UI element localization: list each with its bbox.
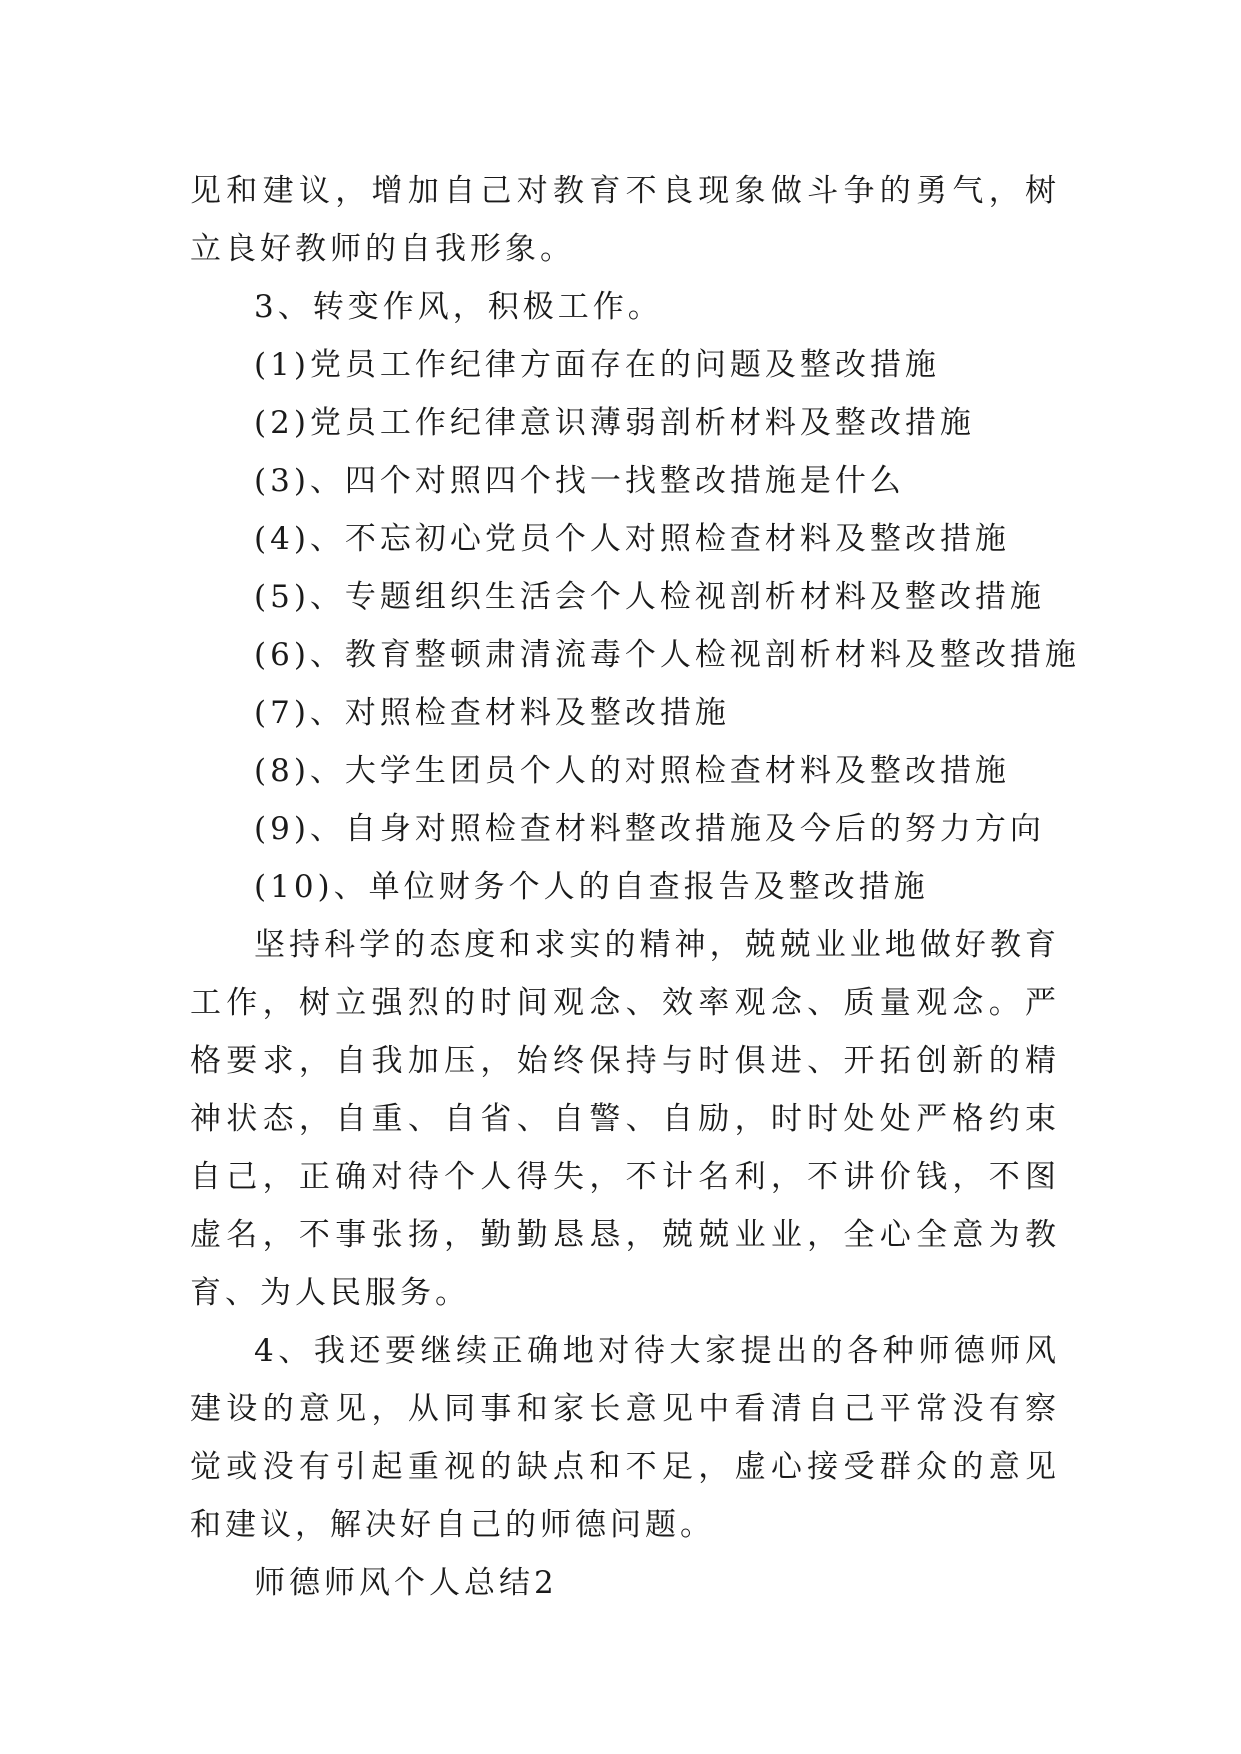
list-item: (7)、对照检查材料及整改措施	[254, 695, 730, 731]
next-section-title: 师德师风个人总结2	[254, 1565, 558, 1601]
list-item: (2)党员工作纪律意识薄弱剖析材料及整改措施	[254, 405, 975, 441]
list-item: (3)、四个对照四个找一找整改措施是什么	[254, 463, 905, 499]
paragraph-continuation: 见和建议，增加自己对教育不良现象做斗争的勇气，树立良好教师的自我形象。	[190, 173, 1060, 267]
section-3-heading: 3、转变作风，积极工作。	[254, 289, 663, 325]
paragraph-4: 4、我还要继续正确地对待大家提出的各种师德师风建设的意见，从同事和家长意见中看清自己平常没有察觉或没有引起重视的缺点和不足，虚心接受群众的意见和建议，解决好自己的师德问题。	[190, 1333, 1060, 1543]
related-items-list	[190, 336, 1080, 916]
list-item: (10)、单位财务个人的自查报告及整改措施	[254, 869, 929, 905]
paragraph-3-body: 坚持科学的态度和求实的精神，兢兢业业地做好教育工作，树立强烈的时间观念、效率观念、质量观念。严格要求，自我加压，始终保持与时俱进、开拓创新的精神状态，自重、自省、自警、自励，时时处处严格约束自己，正确对待个人得失，不计名利，不讲价钱，不图虚名，不事张扬，勤勤恳恳，兢兢业业，全心全意为教育、为人民服务。	[190, 927, 1060, 1311]
document-body	[190, 162, 1080, 1612]
list-item: (6)、教育整顿肃清流毒个人检视剖析材料及整改措施	[254, 637, 1080, 673]
list-item: (9)、自身对照检查材料整改措施及今后的努力方向	[254, 811, 1045, 847]
list-item: (5)、专题组织生活会个人检视剖析材料及整改措施	[254, 579, 1045, 615]
list-item: (8)、大学生团员个人的对照检查材料及整改措施	[254, 753, 1010, 789]
list-item: (1)党员工作纪律方面存在的问题及整改措施	[254, 347, 940, 383]
list-item: (4)、不忘初心党员个人对照检查材料及整改措施	[254, 521, 1010, 557]
